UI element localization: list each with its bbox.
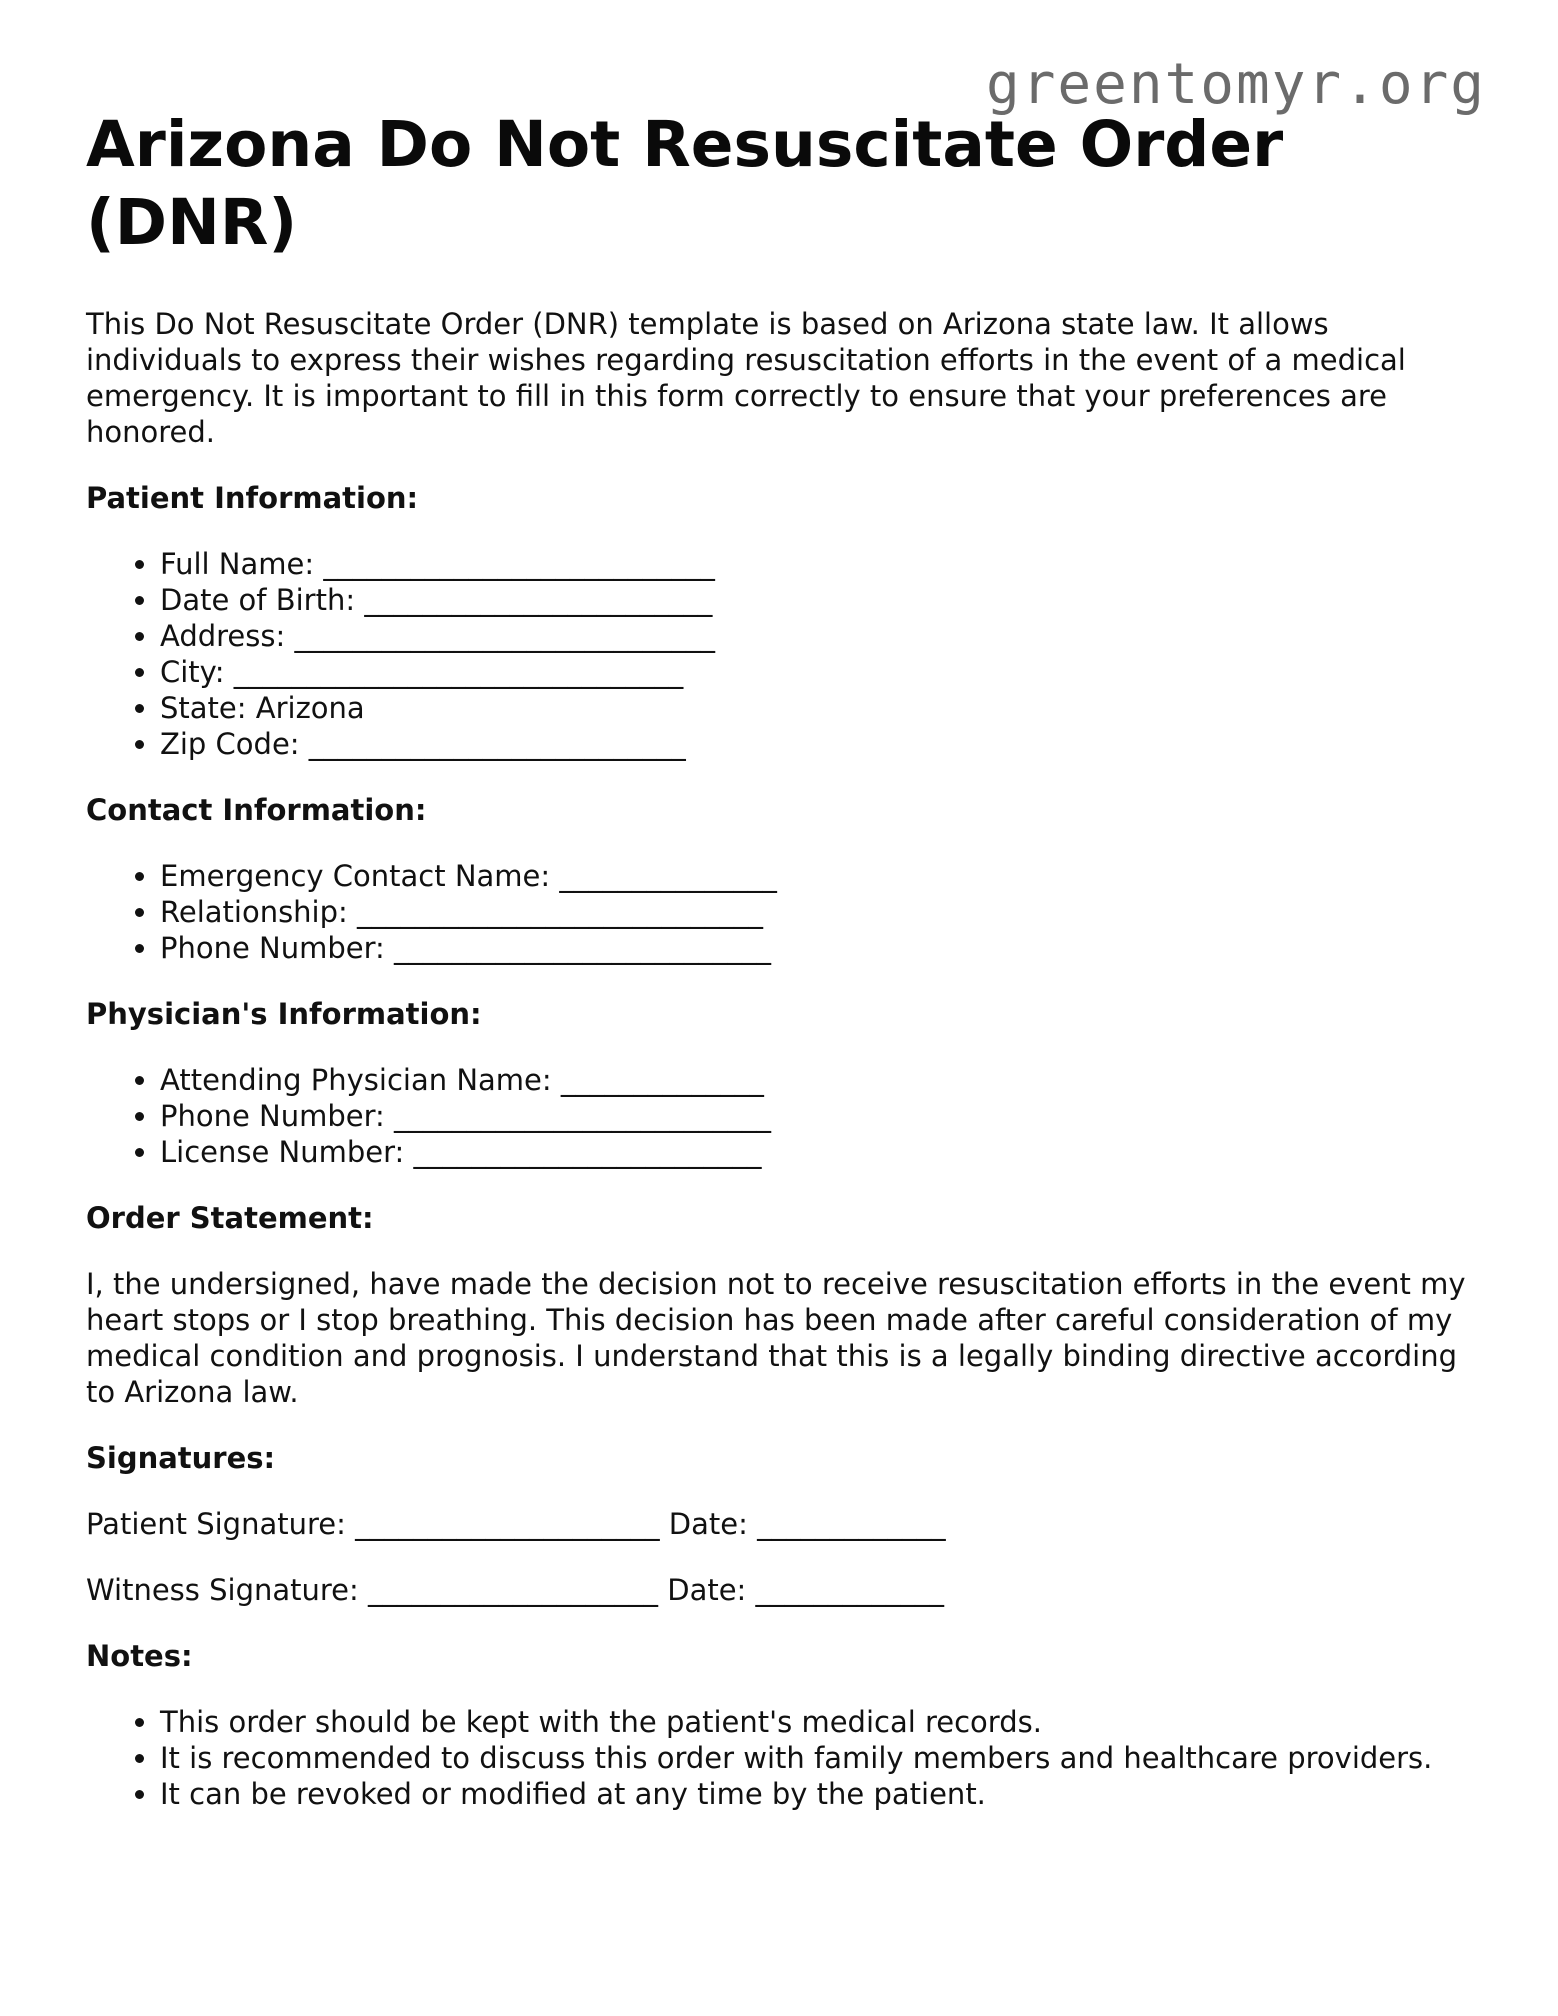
order-statement-heading: Order Statement: — [86, 1201, 374, 1235]
patient-full-name-field[interactable]: • Full Name: ___________________________ — [160, 546, 1466, 582]
relationship-field[interactable]: • Relationship: ____________________________ — [160, 894, 1466, 930]
patient-signature-line[interactable]: Patient Signature: _____________________ Date: _____________ — [86, 1507, 946, 1541]
physician-phone-field[interactable]: • Phone Number: __________________________ — [160, 1098, 1466, 1134]
witness-signature-line[interactable]: Witness Signature: ____________________ Date: _____________ — [86, 1573, 945, 1607]
patient-address-field[interactable]: • Address: _____________________________ — [160, 618, 1466, 654]
physician-info-heading: Physician's Information: — [86, 997, 482, 1031]
patient-state-field: • State: Arizona — [160, 690, 1466, 726]
intro-paragraph: This Do Not Resuscitate Order (DNR) template is based on Arizona state law. It allows individuals to express their wishes regarding resuscitation efforts in the event of a medical emergency. It is important to fill in this form correctly to ensure that your preferences are honored. — [86, 307, 1406, 449]
watermark-text: greentomyr.org — [985, 52, 1486, 117]
note-item: • It is recommended to discuss this order with family members and healthcare providers. — [160, 1740, 1466, 1776]
note-item: • It can be revoked or modified at any time by the patient. — [160, 1776, 1466, 1812]
note-item: • This order should be kept with the patient's medical records. — [160, 1704, 1466, 1740]
order-statement-text: I, the undersigned, have made the decision not to receive resuscitation efforts in the event my heart stops or I stop breathing. This decision has been made after careful consideration of my medical condition and prognosis. I understand that this is a legally binding directive according to Arizona law. — [86, 1267, 1466, 1409]
document-page — [86, 106, 1466, 1842]
contact-info-list — [86, 858, 1466, 966]
emergency-contact-name-field[interactable]: • Emergency Contact Name: _______________ — [160, 858, 1466, 894]
physician-info-list — [86, 1062, 1466, 1170]
physician-name-field[interactable]: • Attending Physician Name: ______________ — [160, 1062, 1466, 1098]
patient-info-heading: Patient Information: — [86, 481, 419, 515]
patient-zip-field[interactable]: • Zip Code: __________________________ — [160, 726, 1466, 762]
contact-info-heading: Contact Information: — [86, 793, 427, 827]
notes-list — [86, 1704, 1466, 1812]
patient-info-list — [86, 546, 1466, 762]
patient-dob-field[interactable]: • Date of Birth: ________________________ — [160, 582, 1466, 618]
page-title: Arizona Do Not Resuscitate Order (DNR) — [86, 108, 1284, 259]
notes-heading: Notes: — [86, 1639, 193, 1673]
patient-city-field[interactable]: • City: _______________________________ — [160, 654, 1466, 690]
signatures-heading: Signatures: — [86, 1441, 276, 1475]
contact-phone-field[interactable]: • Phone Number: __________________________ — [160, 930, 1466, 966]
physician-license-field[interactable]: • License Number: ________________________ — [160, 1134, 1466, 1170]
